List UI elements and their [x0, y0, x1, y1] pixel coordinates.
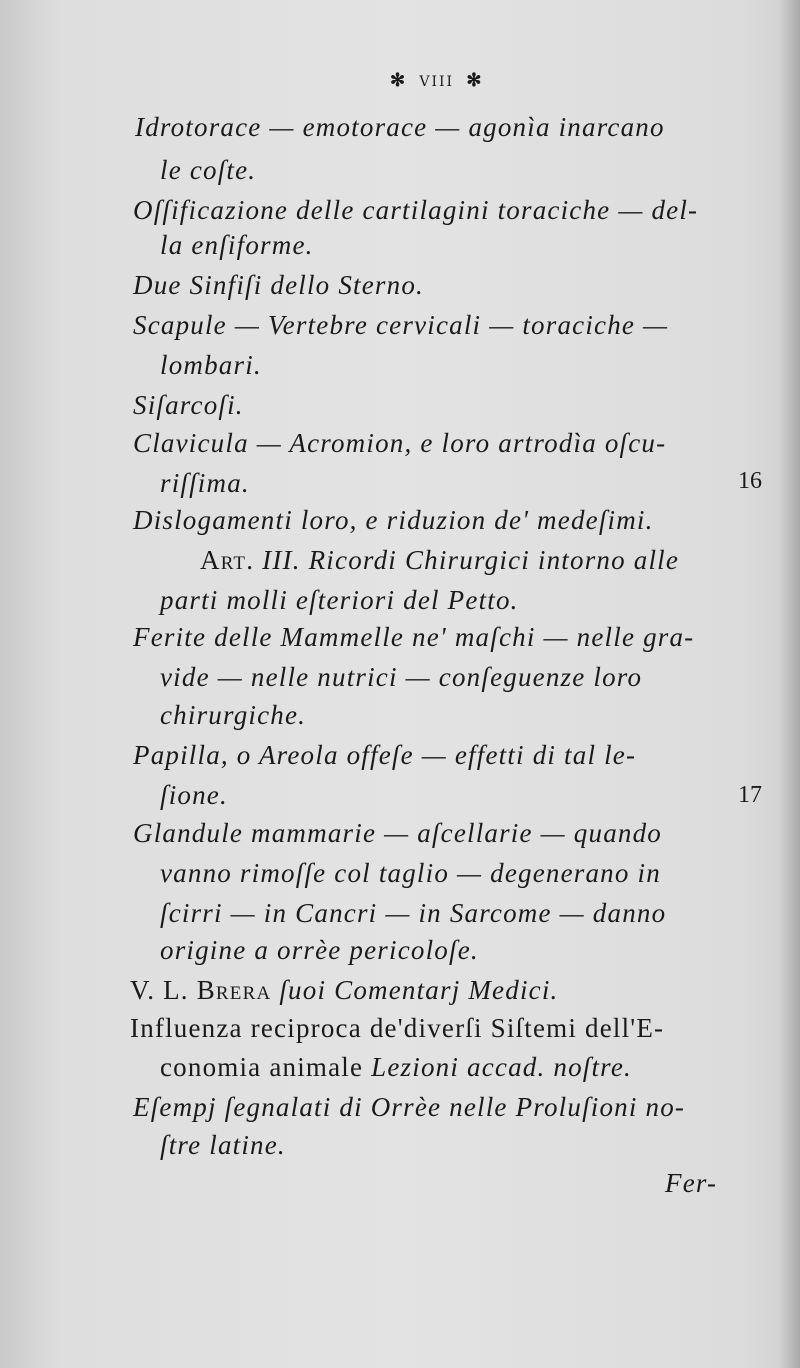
text-line: le coſte. [160, 155, 257, 185]
text-line: Siſarcoſi. [133, 390, 244, 420]
reference-title: ſuoi Comentarj Medici. [279, 975, 559, 1005]
article-label: Art. [200, 545, 255, 575]
text-line: lombari. [160, 350, 262, 380]
page-edge-shadow [778, 0, 800, 1368]
text-line: riſſima. [160, 468, 250, 498]
text-line: parti molli eſteriori del Petto. [160, 585, 519, 615]
text-line: la enſiforme. [160, 230, 314, 260]
text-line: Influenza reciproca de'diverſi Siſtemi dell'E- [130, 1013, 665, 1043]
text-line: Due Sinfiſi dello Sterno. [133, 270, 424, 300]
page-number: VIII [419, 74, 455, 90]
text-italic: Lezioni accad. noſtre. [371, 1052, 633, 1082]
text-line: Dislogamenti loro, e riduzion de' medeſimi. [133, 505, 654, 535]
text-line: Clavicula — Acromion, e loro artrodìa oſcu- [133, 428, 667, 458]
text-line: Ferite delle Mammelle ne' maſchi — nelle gra- [133, 622, 695, 652]
catchword: Fer- [665, 1168, 718, 1198]
star-ornament-right: ✻ [466, 70, 484, 91]
text-line: Glandule mammarie — aſcellarie — quando [133, 818, 663, 848]
text-line: Scapule — Vertebre cervicali — toraciche — [133, 310, 669, 340]
article-heading [200, 545, 679, 576]
text-line: vide — nelle nutrici — conſeguenze loro [160, 662, 643, 692]
text-line: Papilla, o Areola offeſe — effetti di tal le- [133, 740, 637, 770]
text-line [160, 1052, 632, 1083]
article-title: III. Ricordi Chirurgici intorno alle [262, 545, 680, 575]
text-roman: conomia animale [160, 1052, 364, 1082]
text-line: ſcirri — in Cancri — in Sarcome — danno [160, 898, 667, 928]
text-line: ſione. [160, 780, 228, 810]
text-line: chirurgiche. [160, 700, 307, 730]
text-line: origine a orrèe pericoloſe. [160, 935, 479, 965]
reference-author: Brera [196, 975, 272, 1005]
page-header [390, 70, 483, 91]
text-line: Oſſificazione delle cartilagini toraciche — del- [133, 195, 699, 225]
text-line: Eſempj ſegnalati di Orrèe nelle Proluſioni no- [133, 1092, 686, 1122]
reference-line [130, 975, 558, 1006]
text-line: Idrotorace — emotorace — agonìa inarcano [135, 112, 665, 142]
reference-initials: V. L. [130, 975, 189, 1005]
star-ornament-left: ✻ [390, 70, 408, 91]
page-reference: 17 [738, 782, 762, 808]
page-reference: 16 [738, 468, 762, 494]
text-line: ſtre latine. [160, 1130, 286, 1160]
text-line: vanno rimoſſe col taglio — degenerano in [160, 858, 661, 888]
